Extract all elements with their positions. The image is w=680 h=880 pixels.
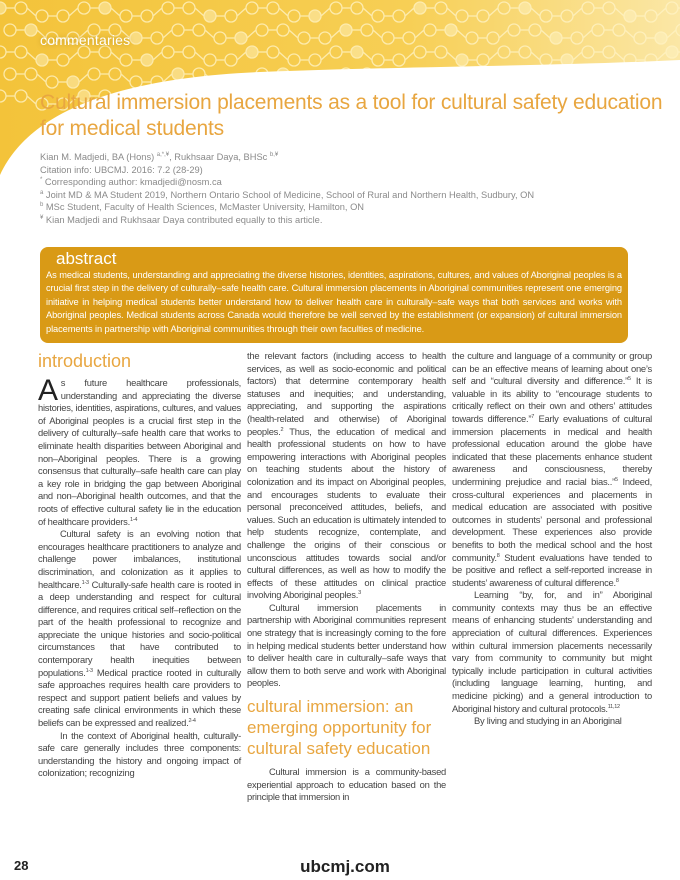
citation-ref: 5 [614, 476, 618, 483]
note-text: Kian Madjedi and Rukhsaar Daya contributed equally to this article. [43, 214, 323, 225]
pattern-circle [666, 46, 678, 58]
pattern-circle [36, 54, 48, 66]
note-equal-contribution [40, 214, 675, 227]
pattern-circle [655, 32, 667, 44]
page-number: 28 [14, 858, 29, 873]
citation-ref: 3 [358, 590, 361, 597]
column-1-paragraphs [38, 374, 241, 780]
column-3-paragraphs [452, 350, 652, 728]
text-run: Learning “by, for, and in” Aboriginal community contexts may thus be an effective means of enhancing students’ understanding and appreciation of cultural differences. Experiences within cultural immersion placements necessarily vary from community to community but might typically include participation in cultural activities (including language learning, hunting, and medicine picking) and a general introduction to Aboriginal history and cultural protocols. [452, 589, 652, 714]
paragraph [38, 374, 241, 528]
pattern-circle [624, 10, 636, 22]
citation-ref: 1-3 [85, 667, 93, 674]
citation-ref: 1-3 [81, 579, 89, 586]
text-run: Culturally-safe health care is rooted in a deep understanding and respect for cultural difference, and requires critical self–reflection on the part of the health professional to recognize and appreciate the unique histories and socio-political circumstances that have contributed to contemporary health inequities between populations. [38, 578, 241, 678]
pattern-circle [519, 2, 531, 14]
citation-ref: 1-4 [129, 516, 138, 523]
paragraph [247, 602, 446, 690]
paragraph [452, 589, 652, 715]
authors [40, 151, 675, 164]
citation-ref: 5 [627, 376, 631, 383]
section-label: commentaries [40, 32, 131, 48]
pattern-circle [340, 24, 352, 36]
citation-ref: 8 [615, 577, 619, 584]
introduction-heading: introduction [38, 351, 132, 371]
text-run: s future healthcare professionals, understanding and appreciating the diverse histories, identities, aspirations, cultures, and values of Aboriginal peoples is a crucial first step in the delivery of culturally–safe health care that works to eliminate health disparities between Aboriginal and non–Aboriginal peoples. There is a growing consensus that culturally–safe health care can play a key role in bridging the gap between Aboriginal and non–Aboriginal health outcomes, and that the roots of effective cultural safety lie in the education of healthcare providers. [38, 377, 241, 527]
pattern-circle [0, 2, 6, 14]
pattern-circle [235, 32, 247, 44]
cultural-immersion-heading: cultural immersion: an emerging opportunity for cultural safety education [247, 697, 432, 759]
article-header [40, 90, 675, 227]
pattern-circle [550, 32, 562, 44]
drop-cap: A [38, 374, 58, 407]
pattern-circle [172, 68, 184, 80]
pattern-circle [456, 54, 468, 66]
citation-ref: 2-4 [188, 717, 196, 724]
citation-ref: 8 [496, 552, 500, 559]
text-run: Early evaluations of cultural immersion placements in medical and health professional education around the globe have indicated that these placements enhance student awareness and consciousness, thereby undermining prejudice and racial bias..” [452, 412, 652, 487]
paragraph [247, 350, 446, 602]
pattern-circle [130, 32, 142, 44]
author-2: , Rukhsaar Daya, BHSc [169, 152, 270, 162]
text-run: Thus, the education of medical and health professional students on how to have empowering interactions with Aboriginal peoples on teaching students about the history of colonization and its impact on Aboriginal peoples, and encourages students to evaluate their personal preconceived attitudes, beliefs, and values. Such an education is ultimately intended to help students recognize, contemplate, and challenge the origins of their conscious or unconscious attitudes towards social and/or cultural differences, as well as how to modify the effects of these attitudes on clinical practice involving Aboriginal peoples. [247, 425, 446, 601]
note-mark: * [40, 177, 43, 184]
abstract-heading: abstract [56, 249, 117, 268]
paragraph [247, 766, 446, 804]
text-run: Cultural immersion is a community-based experiential approach to education based on the principle that immersion in [247, 766, 446, 803]
paragraph [452, 350, 652, 589]
text-run: Indeed, cross-cultural experiences and placements in medical education are associated with positive outcomes in students’ personal and professional development. These experiences also provide benefits to both the medical school and the host community. [452, 475, 652, 563]
column-2-paragraphs-top [247, 350, 446, 690]
text-run: It is valuable in its ability to “encourage students to critically reflect on their own and others’ attitudes towards difference.” [452, 375, 652, 424]
pattern-circle [414, 2, 426, 14]
citation-ref: 2 [280, 426, 284, 433]
author-1-affil: a,*,¥ [156, 151, 170, 158]
abstract-box [40, 247, 628, 343]
column-3 [452, 350, 652, 728]
pattern-circle [204, 10, 216, 22]
paragraph [452, 715, 652, 728]
text-run: the relevant factors (including access to health services, as well as socio-economic and political factors) that determine contemporary health statuses and inequities; and understanding, appreciating, and supporting the aspirations (health-related and otherwise) of Aboriginal peoples. [247, 350, 446, 437]
journal-website: ubcmj.com [300, 857, 390, 876]
paragraph [38, 528, 241, 730]
citation: Citation info: UBCMJ. 2016: 7.2 (28-29) [40, 164, 203, 175]
pattern-circle [25, 24, 37, 36]
text-run: In the context of Aboriginal health, culturally-safe care generally includes three components: understanding the history and ongoing impact of colonization; recognizing [38, 729, 241, 779]
abstract-text: As medical students, understanding and appreciating the diverse histories, identities, aspirations, cultures, and values of Aboriginal peoples is a crucial first step in the delivery of culturally–safe health care. Cultural immersion placements in Aboriginal communities represent one emerging initiative in helping medical students better understand how to deliver health care in culturally–safe ways that both services and works with Aboriginal peoples. Medical students across Canada would therefore be well served by the establishment (or expansion) of cultural immersion placements in partnership with Aboriginal communities through their own faculties of medicine. [46, 270, 622, 334]
article-meta [40, 151, 675, 227]
author-2-affil: b,¥ [269, 151, 279, 158]
note-text: Corresponding author: kmadjedi@nosm.ca [42, 177, 222, 188]
note-mark: ¥ [40, 214, 44, 221]
note-mark: b [40, 202, 44, 209]
text-run: Cultural safety is an evolving notion that encourages healthcare practitioners to analyze and challenge power imbalances, institutional discrimination, and colonization as it applies to healthcare. [38, 528, 241, 590]
note-text: Joint MD & MA Student 2019, Northern Ontario School of Medicine, School of Rural and Northern Health, Sudbury, ON [43, 189, 535, 200]
article-title: Cultural immersion placements as a tool for cultural safety education for medical students [40, 91, 663, 140]
note-corresponding [40, 176, 675, 189]
column-1 [38, 350, 241, 780]
note-text: MSc Student, Faculty of Health Sciences, McMaster University, Hamilton, ON [43, 202, 365, 213]
citation-ref: 7 [531, 413, 535, 420]
note-affiliation-a [40, 189, 675, 202]
author-1: Kian M. Madjedi, BA (Hons) [40, 152, 157, 162]
pattern-circle [445, 24, 457, 36]
text-run: the culture and language of a community or group can be an effective means of learning about one’s self and “cultural diversity and difference.” [452, 350, 652, 387]
pattern-circle [351, 46, 363, 58]
citation-ref: 11,12 [607, 703, 620, 710]
text-run: Student evaluations have tended to be positive and reflect a self-reported increase in students’ awareness of cultural difference. [452, 551, 652, 588]
note-mark: a [40, 189, 44, 196]
text-run: Medical practice rooted in culturally safe approaches requires health care providers to respect and support patient beliefs and values by creating safe clinical environments in which these beliefs can be expressed and realized. [38, 666, 241, 729]
note-affiliation-b [40, 201, 675, 214]
pattern-circle [309, 10, 321, 22]
pattern-circle [67, 76, 79, 88]
column-2-paragraphs-bottom [247, 766, 446, 804]
column-2 [247, 350, 446, 804]
pattern-circle [246, 46, 258, 58]
pattern-circle [141, 54, 153, 66]
text-run: Cultural immersion placements in partnership with Aboriginal communities represent one strategy that is increasingly coming to the fore in helping medical students better understand how to deliver health care in culturally–safe ways that allow them to both serve and work with Aboriginal peoples. [247, 601, 446, 689]
pattern-circle [99, 2, 111, 14]
text-run: By living and studying in an Aboriginal [474, 715, 622, 727]
paragraph [38, 730, 241, 780]
